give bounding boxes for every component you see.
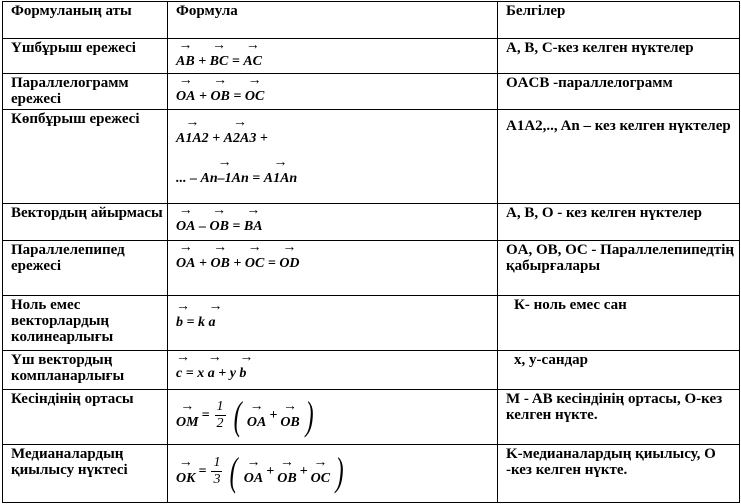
formula: → c = x → a + y → b xyxy=(176,350,254,381)
notes-cell: OACB -параллелограмм xyxy=(498,74,740,110)
formula: → OK = $\frac{1}{3}$ ( → OA + → OB + → OC ) xyxy=(176,448,344,494)
notes-cell: M - AB кесіндінің ортасы, О-кез келген нүкте. xyxy=(498,389,740,444)
formula-cell xyxy=(168,389,498,444)
header-formula-name: Формуланың аты xyxy=(3,2,168,39)
row-name: Көпбұрыш ережесі xyxy=(3,110,168,204)
formula-cell xyxy=(168,241,498,295)
formula: → b = k → a xyxy=(176,298,223,330)
table-row xyxy=(3,74,740,110)
vector-term: → BC xyxy=(209,38,229,70)
formula-table xyxy=(2,1,740,503)
formula-cell xyxy=(168,204,498,241)
row-name: Ноль емес векторлардың колинеарлығы xyxy=(3,295,168,350)
notes-cell: OA, OB, OC - Параллелепипедтің қабырғалары xyxy=(498,241,740,295)
row-name: Үш вектордың компланарлығы xyxy=(3,350,168,389)
row-name: Үшбұрыш ережесі xyxy=(3,39,168,74)
table-row xyxy=(3,295,740,350)
row-name: Медианалардың қиылысу нүктесі xyxy=(3,444,168,502)
fraction: $\frac{1}{3}$ xyxy=(213,455,221,488)
table-row xyxy=(3,241,740,295)
formula-cell xyxy=(168,39,498,74)
vector-term: → AB xyxy=(176,38,195,70)
header-notes: Белгілер xyxy=(498,2,740,39)
formula-line-1: → A1A2 + → A2A3 + xyxy=(176,115,268,147)
formula: → OA + → OB + → OC = → OD xyxy=(176,240,300,272)
notes-cell: A, B, C-кез келген нүктелер xyxy=(498,39,740,74)
notes-cell: A, B, O - кез келген нүктелер xyxy=(498,204,740,241)
header-row xyxy=(3,2,740,39)
vector-term: → AC xyxy=(243,38,263,70)
fraction: $\frac{1}{2}$ xyxy=(216,399,224,432)
row-name: Кесіндінің ортасы xyxy=(3,389,168,444)
formula: → OM = $\frac{1}{2}$ ( → OA + → OB ) xyxy=(176,392,314,438)
table-row xyxy=(3,39,740,74)
table-row xyxy=(3,444,740,502)
formula-line-2: ... – → An–1An = → A1An xyxy=(176,155,298,187)
row-name: Параллелепипед ережесі xyxy=(3,241,168,295)
formula: → OA – → OB = → BA xyxy=(176,203,263,235)
table-row xyxy=(3,204,740,241)
notes-cell: х, у-сандар xyxy=(498,350,740,389)
operator: = xyxy=(231,54,240,70)
row-name: Вектордың айырмасы xyxy=(3,204,168,241)
header-formula: Формула xyxy=(168,2,498,39)
operator: + xyxy=(198,54,207,70)
table-row xyxy=(3,389,740,444)
table-row xyxy=(3,350,740,389)
formula-cell xyxy=(168,350,498,389)
formula xyxy=(176,40,497,70)
notes-cell: К- ноль емес сан xyxy=(498,295,740,350)
row-name: Параллелограмм ережесі xyxy=(3,74,168,110)
notes-cell: K-медианалардың қиылысу, O -кез келген нүкте. xyxy=(498,444,740,502)
notes-cell: A1A2,.., An – кез келген нүктелер xyxy=(498,110,740,204)
formula-cell xyxy=(168,295,498,350)
formula-cell xyxy=(168,444,498,502)
table-row xyxy=(3,110,740,204)
formula: → OA + → OB = → OC xyxy=(176,73,265,105)
formula-cell xyxy=(168,74,498,110)
formula-cell xyxy=(168,110,498,204)
